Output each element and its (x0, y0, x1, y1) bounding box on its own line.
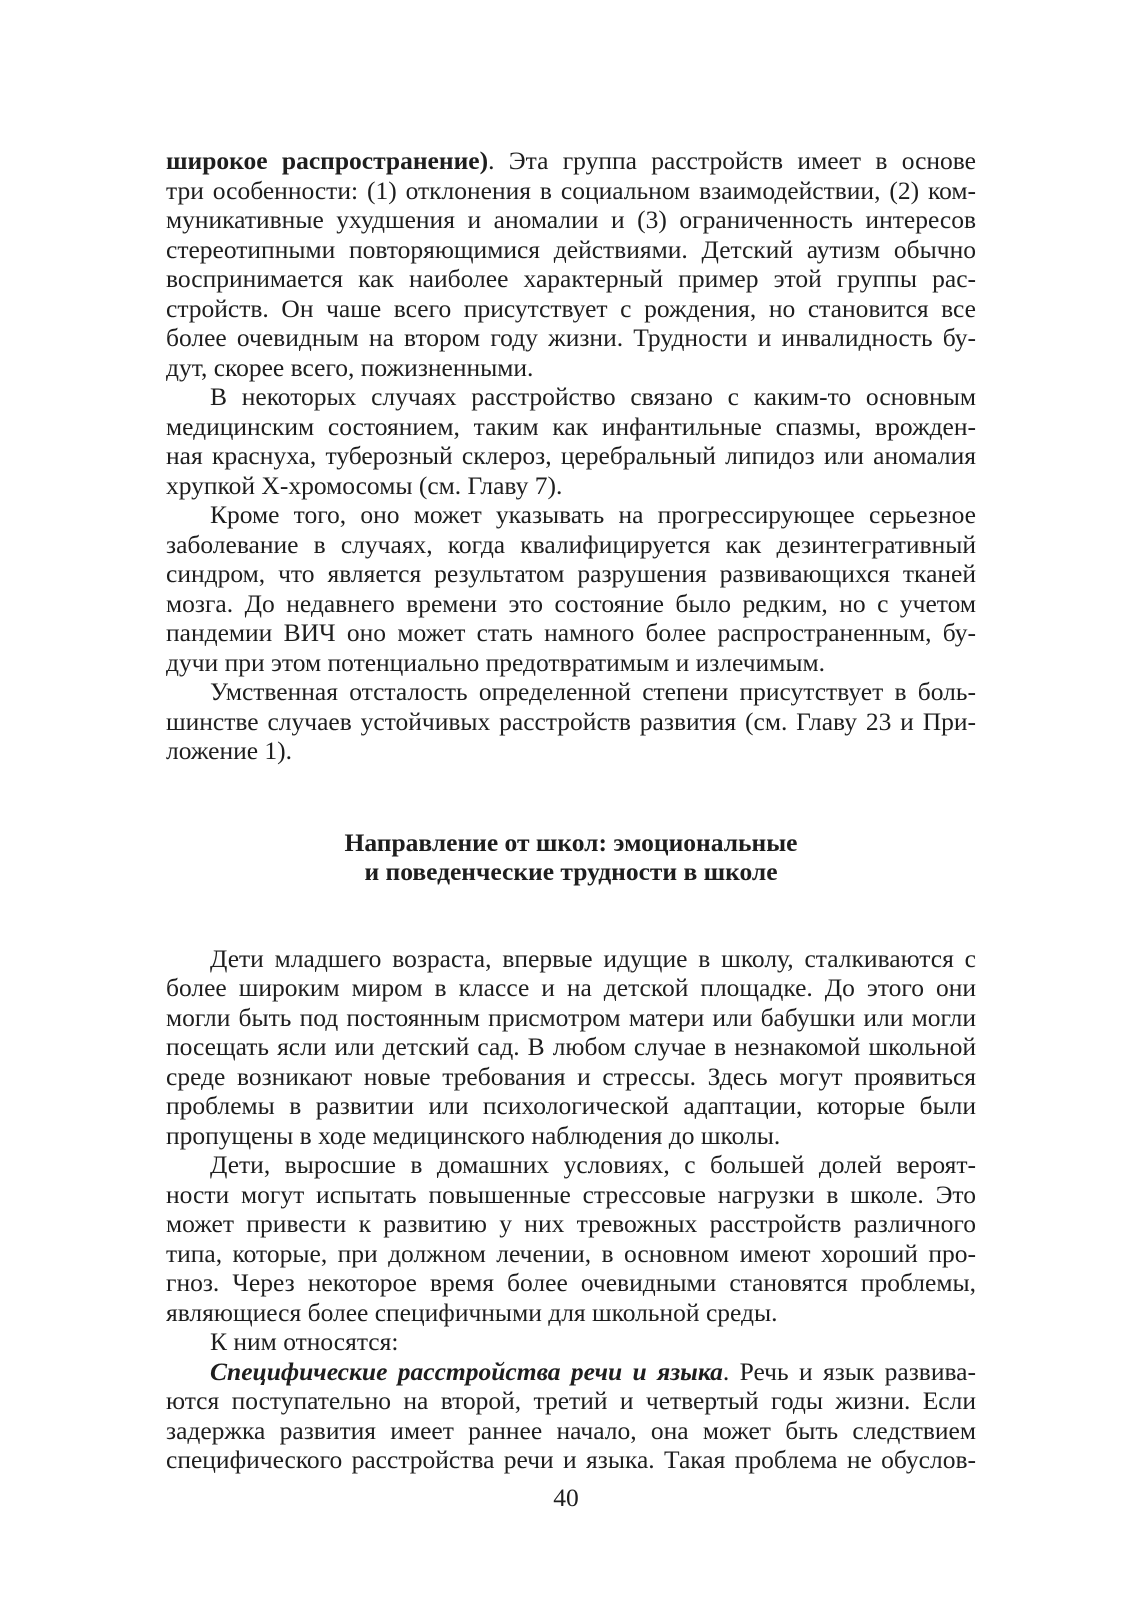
text-line: посещать ясли или детский сад. В любом случае в незнакомой школьной (166, 1032, 976, 1061)
text-line: может привести к развитию у них тревожных расстройств различного (166, 1209, 976, 1238)
text-line: являющиеся более специфичными для школьной среды. (166, 1297, 778, 1327)
paragraph-3 (166, 500, 976, 677)
paragraph-7 (166, 1327, 976, 1357)
page-body (166, 146, 976, 1475)
text-line: воспринимается как наиболее характерный пример этой группы рас- (166, 264, 976, 293)
text-line: ная краснуха, туберозный склероз, церебральный липидоз или аномалия (166, 441, 976, 470)
text-line: более широким миром в классе и на детской площадке. До этого они (166, 973, 976, 1002)
paragraph-8 (166, 1357, 976, 1475)
heading-line: Направление от школ: эмоциональные (344, 827, 798, 857)
paragraph-2 (166, 382, 976, 500)
text-line: задержка развития имеет раннее начало, она может быть следствием (166, 1415, 976, 1445)
paragraph-4 (166, 677, 976, 766)
text-line: широкое распространение). Эта группа расстройств имеет в основе (166, 146, 976, 175)
text-line: могли быть под постоянным присмотром матери или бабушки или могли (166, 1002, 976, 1032)
text-line: Специфические расстройства речи и языка. Речь и язык развива- (210, 1356, 976, 1386)
text-line: пандемии ВИЧ оно может стать намного более распространенным, бу- (166, 618, 976, 647)
text-line: Умственная отсталость определенной степени присутствует в боль- (210, 677, 976, 706)
text-line: ложение 1). (166, 736, 293, 765)
text-line: мозга. До недавнего времени это состояние было редким, но с учетом (166, 588, 976, 618)
text-line: среде возникают новые требования и стрессы. Здесь могут проявиться (166, 1061, 976, 1091)
text-line: типа, которые, при должном лечении, в основном имеют хороший про- (166, 1238, 976, 1268)
text-line: К ним относятся: (210, 1327, 399, 1356)
text-line: муникативные ухудшения и аномалии и (3) ограниченность интересов (166, 205, 976, 234)
text-line: заболевание в случаях, когда квалифицируется как дезинтегративный (166, 529, 976, 559)
text-line: специфического расстройства речи и языка. Такая проблема не обуслов- (166, 1445, 976, 1474)
text-line: Дети, выросшие в домашних условиях, с большей долей вероят- (210, 1150, 976, 1179)
text-line: стереотипными повторяющимися действиями. Детский аутизм обычно (166, 234, 976, 264)
page-number: 40 (553, 1483, 579, 1512)
heading-line: и поведенческие трудности в школе (364, 857, 778, 886)
text-line: синдром, что является результатом разрушения развивающихся тканей (166, 559, 976, 588)
text-line: пропущены в ходе медицинского наблюдения до школы. (166, 1120, 781, 1150)
text-line: шинстве случаев устойчивых расстройств развития (см. Главу 23 и При- (166, 706, 976, 736)
text-line: хрупкой X-хромосомы (см. Главу 7). (166, 470, 563, 500)
text-line: проблемы в развитии или психологической адаптации, которые были (166, 1091, 976, 1120)
text-line: гноз. Через некоторое время более очевидными становятся проблемы, (166, 1268, 976, 1297)
text-line: три особенности: (1) отклонения в социальном взаимодействии, (2) ком- (166, 175, 976, 205)
paragraph-5 (166, 944, 976, 1151)
text-line: Кроме того, оно может указывать на прогрессирующее серьезное (210, 500, 976, 529)
section-heading (166, 828, 976, 887)
bold-italic-term: Специфические расстройства речи и языка (210, 1356, 723, 1386)
text-line: медицинским состоянием, таким как инфантильные спазмы, врожден- (166, 411, 976, 441)
text-line: дут, скорее всего, пожизненными. (166, 352, 534, 382)
section-body (166, 944, 976, 1475)
text-line: ются поступательно на второй, третий и четвертый годы жизни. Если (166, 1386, 976, 1415)
paragraph-6 (166, 1150, 976, 1327)
text-line: более очевидным на втором году жизни. Трудности и инвалидность бу- (166, 323, 976, 352)
bold-term: широкое распространение) (166, 146, 489, 175)
text-line: стройств. Он чаше всего присутствует с рождения, но становится все (166, 293, 976, 323)
text-line: Дети младшего возраста, впервые идущие в школу, сталкиваются с (210, 943, 976, 973)
text-line: ности могут испытать повышенные стрессовые нагрузки в школе. Это (166, 1179, 976, 1209)
text-line: В некоторых случаях расстройство связано с каким-то основным (210, 382, 976, 411)
text-line: дучи при этом потенциально предотвратимым и излечимым. (166, 647, 825, 677)
paragraph-1 (166, 146, 976, 382)
